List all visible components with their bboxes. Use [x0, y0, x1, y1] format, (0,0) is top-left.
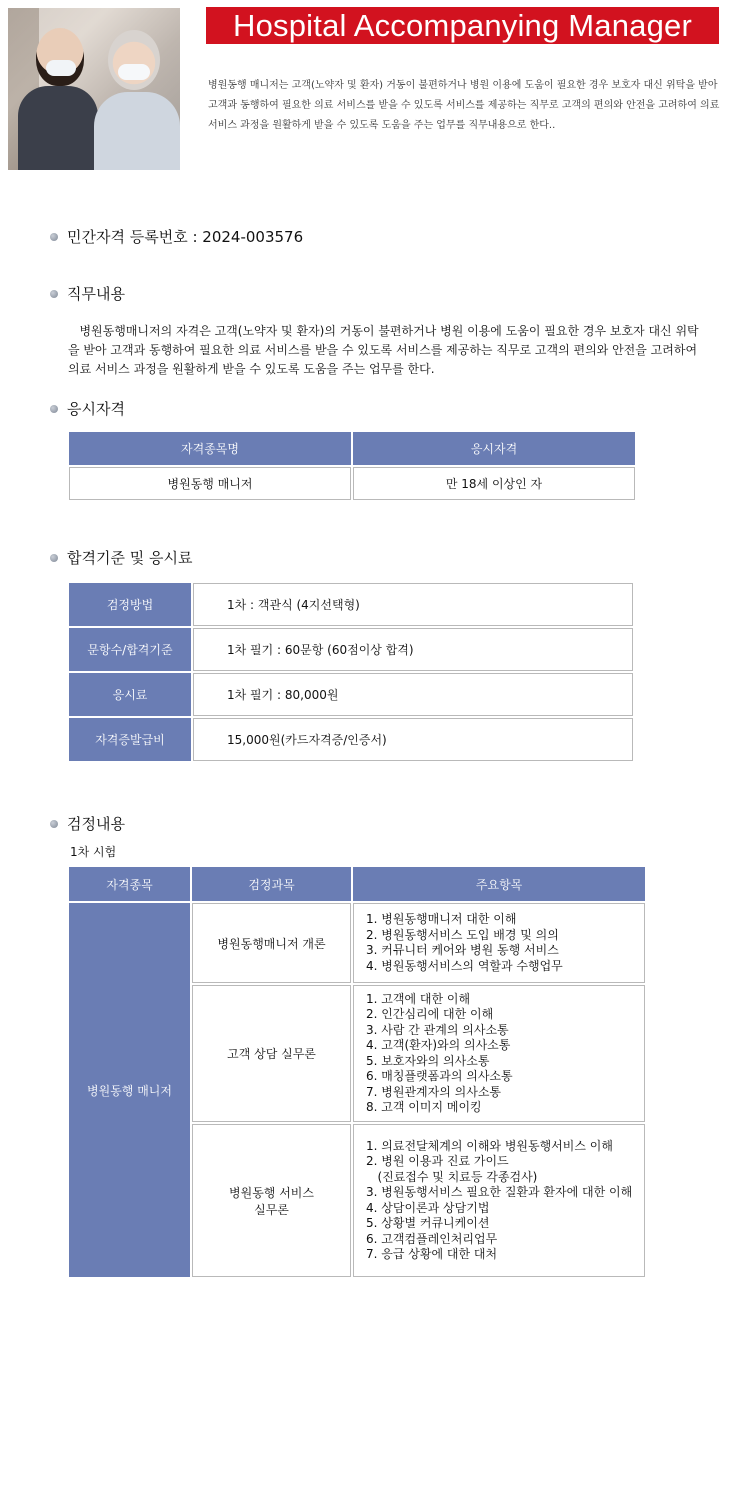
list-item: 1. 의료전달체계의 이해와 병원동행서비스 이해: [366, 1138, 613, 1153]
bullet-icon: [50, 405, 58, 413]
list-item: 4. 고객(환자)와의 의사소통: [366, 1038, 511, 1052]
list-item: 7. 응급 상황에 대한 대처: [366, 1247, 498, 1261]
list-item: 5. 상황별 커큐니케이션: [366, 1216, 490, 1230]
content-heading: [50, 813, 125, 834]
criteria-label: 자격증발급비: [69, 718, 191, 761]
eligibility-heading: [50, 398, 125, 419]
duty-body: [68, 322, 708, 379]
subject-items: [353, 985, 645, 1122]
table-row: [69, 673, 633, 716]
criteria-value: 15,000원(카드자격증/인증서): [193, 718, 633, 761]
list-item: 3. 커뮤니터 케어와 병원 동행 서비스: [366, 943, 559, 957]
list-item: 2. 인간심리에 대한 이해: [366, 1007, 494, 1021]
eligibility-col-name: 자격종목명: [69, 432, 351, 465]
list-item: (진료접수 및 치료등 각종검사): [366, 1169, 538, 1184]
bullet-icon: [50, 554, 58, 562]
exam-round-label: 1차 시험: [70, 845, 117, 859]
duty-heading: [50, 283, 125, 304]
table-row: [69, 903, 645, 983]
subject-items: [353, 1124, 645, 1277]
criteria-label: 문항수/합격기준: [69, 628, 191, 671]
bullet-icon: [50, 233, 58, 241]
criteria-value: 1차 필기 : 80,000원: [193, 673, 633, 716]
list-item: 7. 병원관계자의 의사소통: [366, 1084, 501, 1099]
eligibility-row-name: 병원동행 매니저: [69, 467, 351, 500]
list-item: 8. 고객 이미지 메이킹: [366, 1100, 482, 1114]
content-col-items: 주요항목: [353, 867, 645, 901]
subject-name: 고객 상담 실무론: [192, 985, 351, 1122]
table-row: [69, 583, 633, 626]
list-item: 2. 병원 이용과 진료 가이드: [366, 1154, 509, 1168]
criteria-label: 응시료: [69, 673, 191, 716]
list-item: 3. 사람 간 관계의 의사소통: [366, 1022, 509, 1037]
bullet-icon: [50, 290, 58, 298]
criteria-heading-text: 합격기준 및 응시료: [67, 549, 193, 567]
subject-items: [353, 903, 645, 983]
subject-name: 병원동행매니저 개론: [192, 903, 351, 983]
list-item: 1. 병원동행매니저 대한 이해: [366, 912, 517, 926]
content-col-subject: 검정과목: [192, 867, 351, 901]
table-row: [69, 628, 633, 671]
criteria-value: 1차 필기 : 60문항 (60점이상 합격): [193, 628, 633, 671]
eligibility-table: [67, 430, 637, 502]
subject-name: [192, 1124, 351, 1277]
criteria-table: [67, 581, 635, 763]
subject-name-line: 병원동행 서비스: [229, 1185, 314, 1200]
list-item: 4. 병원동행서비스의 역할과 수행업무: [366, 958, 563, 973]
content-category: 병원동행 매니저: [69, 903, 190, 1277]
duty-body-text: 병원동행매니저의 자격은 고객(노약자 및 환자)의 거동이 불편하거나 병원 이용에 도움이 필요한 경우 보호자 대신 위탁을 받아 고객과 동행하여 필요한 의료 서비스를 받을 수 있도록 서비스를 제공하는 직무로 고객의 편의와 안전을 고려하여 의료 서비스 과정을 원활하게 받을 수 있도록 도움을 주는 업무를 한다.: [68, 324, 699, 376]
content-col-category: 자격종목: [69, 867, 190, 901]
list-item: 2. 병원동행서비스 도입 배경 및 의의: [366, 927, 559, 942]
eligibility-heading-text: 응시자격: [67, 400, 125, 418]
page-title: Hospital Accompanying Manager: [206, 7, 719, 44]
eligibility-col-qualification: 응시자격: [353, 432, 635, 465]
hero-photo: [8, 8, 180, 170]
registration-text: 민간자격 등록번호 : 2024-003576: [67, 228, 304, 246]
criteria-value: 1차 : 객관식 (4지선택형): [193, 583, 633, 626]
list-item: 6. 고객컴플레인처리업무: [366, 1231, 498, 1246]
subject-name-line: 실무론: [254, 1202, 289, 1217]
list-item: 4. 상담이론과 상담기법: [366, 1200, 490, 1215]
criteria-label: 검정방법: [69, 583, 191, 626]
content-table: [67, 865, 647, 1279]
list-item: 6. 매칭플랫폼과의 의사소통: [366, 1069, 513, 1083]
intro-text: 병원동행 매니저는 고객(노약자 및 환자) 거동이 불편하거나 병원 이용에 도움이 필요한 경우 보호자 대신 위탁을 받아 고객과 동행하여 필요한 의료 서비스를 받을 수 있도록 서비스를 제공하는 직무로 고객의 편의와 안전을 고려하여 의료서비스 과정을 원활하게 받을 수 있도록 도움을 주는 업무를 직무내용으로 한다..: [208, 80, 720, 131]
duty-heading-text: 직무내용: [67, 285, 125, 303]
list-item: 5. 보호자와의 의사소통: [366, 1053, 490, 1068]
content-heading-text: 검정내용: [67, 815, 125, 833]
registration-heading: [50, 226, 303, 247]
bullet-icon: [50, 820, 58, 828]
list-item: 3. 병원동행서비스 필요한 질환과 환자에 대한 이해: [366, 1185, 633, 1199]
eligibility-row-value: 만 18세 이상인 자: [353, 467, 635, 500]
list-item: 1. 고객에 대한 이해: [366, 991, 471, 1006]
table-row: [69, 718, 633, 761]
criteria-heading: [50, 547, 192, 568]
